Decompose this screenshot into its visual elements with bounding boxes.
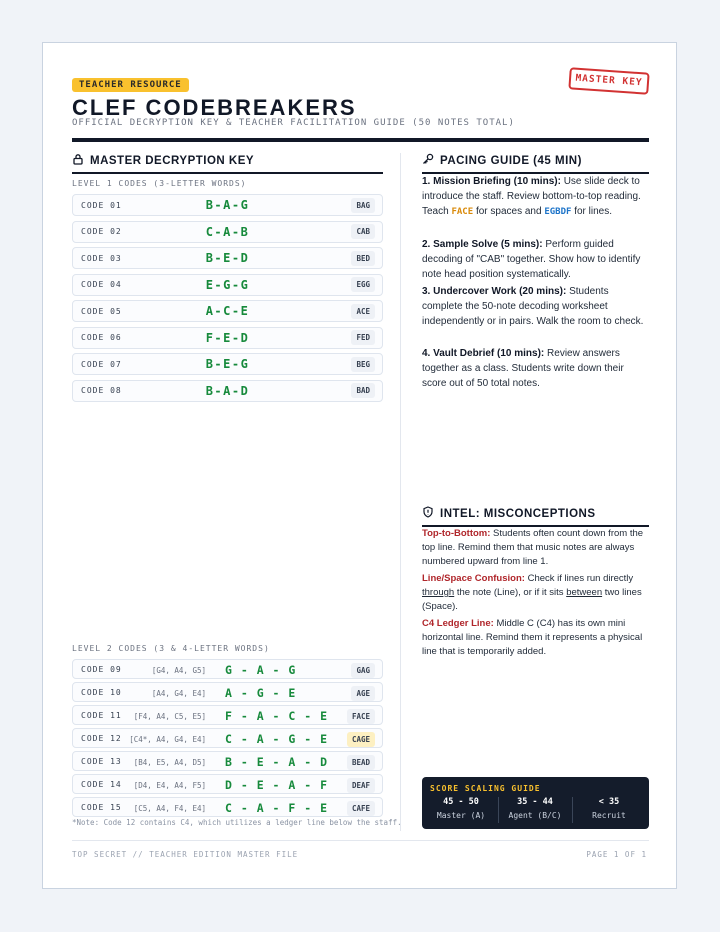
note-sequence: F-E-D	[205, 330, 250, 345]
master-key-stamp: MASTER KEY	[568, 67, 649, 95]
code-id: CODE 06	[81, 333, 122, 342]
code-id: CODE 09	[81, 665, 122, 674]
code-id: CODE 02	[81, 227, 122, 236]
pacing-step-2-text: Perform guided decoding of "CAB" together. Show how to identify note head position systematically.	[422, 239, 641, 280]
note-sequence: B-E-D	[205, 251, 250, 265]
note-pitches: [B4, E5, A4, D5]	[133, 758, 206, 767]
note-sequence: B-A-D	[205, 383, 250, 398]
code-id: CODE 11	[81, 711, 122, 720]
header-rule	[72, 138, 649, 142]
answer-word: CAB	[351, 224, 375, 239]
note-pitches: [A4, G4, E4]	[151, 689, 206, 698]
code-row	[72, 300, 383, 322]
code-id: CODE 01	[81, 200, 122, 210]
answer-word: BED	[351, 251, 375, 266]
misconceptions-heading-text: INTEL: MISCONCEPTIONS	[440, 507, 596, 520]
level-2-label: LEVEL 2 CODES (3 & 4-LETTER WORDS)	[72, 644, 270, 653]
misconception-2-text-3: two lines (Space).	[422, 587, 642, 612]
code-row	[72, 751, 383, 771]
code-id: CODE 12	[81, 734, 122, 743]
score-tier-range: 45 - 50	[443, 797, 479, 807]
code-row	[72, 659, 383, 679]
note-pitches: [D4, E4, A4, F5]	[133, 781, 206, 790]
answer-word: BEG	[351, 357, 375, 372]
answer-word: CAFE	[347, 801, 375, 816]
pacing-step-4-text: Review answers together as a class. Students write down their score out of 50 total notes.	[422, 348, 624, 389]
pacing-step-2	[422, 237, 650, 282]
pacing-step-3-title: 3. Undercover Work (20 mins):	[422, 286, 567, 297]
note-sequence: C - A - F - E	[225, 801, 329, 815]
code-row	[72, 797, 383, 817]
score-tier-label: Recruit	[592, 811, 626, 820]
misconceptions-heading	[422, 506, 649, 527]
note-pitches: [C4*, A4, G4, E4]	[129, 735, 206, 744]
note-sequence: C-A-B	[205, 224, 250, 239]
note-pitches: [G4, A4, G5]	[151, 666, 206, 675]
score-tier-recruit	[572, 797, 646, 820]
page-subtitle: OFFICIAL DECRYPTION KEY & TEACHER FACILITATION GUIDE (50 NOTES TOTAL)	[72, 118, 515, 128]
note-sequence: C - A - G - E	[225, 732, 329, 746]
score-tier-label: Master (A)	[436, 811, 486, 820]
code-row	[72, 353, 383, 375]
code-row	[72, 221, 383, 243]
misconception-line-space	[422, 572, 650, 614]
score-tier-range: 35 - 44	[517, 797, 553, 807]
pacing-step-3-text: Students complete the 50-note decoding worksheet independently or in pairs. Walk the room to check.	[422, 286, 644, 327]
face-keyword: FACE	[451, 207, 474, 217]
between-emphasis: between	[566, 587, 603, 598]
code-id: CODE 03	[81, 253, 122, 263]
note-pitches: [F4, A4, C5, E5]	[133, 712, 206, 721]
answer-word: ACE	[351, 304, 375, 319]
misconception-1-text: Students often count down from the top line. Remind them that music notes are always numbered upward from line 1.	[422, 528, 644, 567]
lock-icon	[72, 153, 84, 168]
code-row	[72, 774, 383, 794]
pacing-step-1-text-3: for lines.	[574, 206, 612, 217]
code-id: CODE 07	[81, 359, 122, 369]
note-sequence: B-E-G	[205, 357, 250, 371]
answer-word: CAGE	[347, 732, 375, 747]
answer-word: BAG	[351, 198, 375, 213]
teacher-resource-badge: TEACHER RESOURCE	[72, 78, 189, 92]
code-row	[72, 247, 383, 269]
code-row	[72, 728, 383, 748]
score-tier-agent	[498, 797, 572, 820]
misconception-top-to-bottom	[422, 527, 650, 569]
misconception-ledger-line	[422, 617, 650, 659]
note-sequence: G - A - G	[225, 663, 297, 677]
code-id: CODE 05	[81, 306, 122, 316]
score-scaling-guide	[422, 777, 649, 829]
level-1-label: LEVEL 1 CODES (3-LETTER WORDS)	[72, 179, 247, 188]
score-tier-label: Agent (B/C)	[508, 811, 562, 820]
pacing-step-3	[422, 284, 650, 329]
pacing-step-4-title: 4. Vault Debrief (10 mins):	[422, 348, 545, 359]
decryption-key-heading-text: MASTER DECRYPTION KEY	[90, 154, 255, 167]
pacing-guide-heading	[422, 153, 649, 174]
code-id: CODE 08	[81, 386, 122, 395]
ledger-line-note: *Note: Code 12 contains C4, which utilizes a ledger line below the staff.	[72, 818, 402, 827]
pacing-step-1	[422, 174, 650, 220]
code-id: CODE 14	[81, 780, 122, 789]
key-icon	[422, 153, 434, 168]
note-sequence: F - A - C - E	[225, 709, 329, 723]
answer-word: BAD	[351, 383, 375, 398]
code-row	[72, 274, 383, 296]
through-emphasis: through	[422, 587, 455, 598]
shield-alert-icon	[422, 506, 434, 521]
misconception-2-text-2: the note (Line), or if it sits	[456, 587, 564, 598]
score-tier-master	[424, 797, 498, 820]
pacing-step-1-text: Use slide deck to introduce the staff. Review bottom-to-top reading. Teach	[422, 176, 641, 217]
score-tier-range: < 35	[598, 797, 620, 807]
code-id: CODE 15	[81, 803, 122, 812]
answer-word: EGG	[351, 277, 375, 292]
column-divider	[400, 153, 401, 831]
code-id: CODE 13	[81, 757, 122, 766]
note-sequence: A-C-E	[205, 304, 250, 318]
document-page	[42, 42, 677, 889]
answer-word: FACE	[347, 709, 375, 724]
code-id: CODE 04	[81, 280, 122, 289]
pacing-step-2-title: 2. Sample Solve (5 mins):	[422, 239, 543, 250]
answer-word: BEAD	[347, 755, 375, 770]
pacing-step-1-title: 1. Mission Briefing (10 mins):	[422, 176, 561, 187]
misconception-2-title: Line/Space Confusion:	[422, 573, 525, 584]
code-row	[72, 380, 383, 402]
answer-word: DEAF	[347, 778, 375, 793]
code-row	[72, 327, 383, 349]
page-title: CLEF CODEBREAKERS	[72, 95, 357, 120]
note-pitches: [C5, A4, F4, E4]	[133, 804, 206, 813]
pacing-step-1-text-2: for spaces and	[475, 206, 542, 217]
note-sequence: D - E - A - F	[225, 778, 329, 792]
egbdf-keyword: EGBDF	[544, 207, 572, 217]
code-row	[72, 682, 383, 702]
footer-classification: TOP SECRET // TEACHER EDITION MASTER FILE	[72, 850, 299, 859]
code-row	[72, 194, 383, 216]
footer-rule	[72, 840, 649, 841]
score-guide-title: SCORE SCALING GUIDE	[430, 784, 541, 793]
misconception-3-text: Middle C (C4) has its own mini horizontal line. Remind them it represents a physical line that is temporarily added.	[422, 618, 643, 657]
note-sequence: B-A-G	[205, 198, 250, 212]
misconception-2-text: Check if lines run directly	[527, 573, 634, 584]
answer-word: FED	[351, 330, 375, 345]
decryption-key-heading	[72, 153, 383, 174]
answer-word: AGE	[351, 686, 375, 701]
note-sequence: A - G - E	[225, 686, 297, 700]
note-sequence: E-G-G	[205, 277, 250, 292]
footer-page-number: PAGE 1 OF 1	[586, 850, 647, 859]
misconception-3-title: C4 Ledger Line:	[422, 618, 494, 629]
pacing-guide-heading-text: PACING GUIDE (45 MIN)	[440, 154, 582, 167]
note-sequence: B - E - A - D	[225, 755, 329, 769]
misconception-1-title: Top-to-Bottom:	[422, 528, 491, 539]
answer-word: GAG	[351, 663, 375, 678]
pacing-step-4	[422, 346, 650, 391]
code-id: CODE 10	[81, 688, 122, 697]
code-row	[72, 705, 383, 725]
